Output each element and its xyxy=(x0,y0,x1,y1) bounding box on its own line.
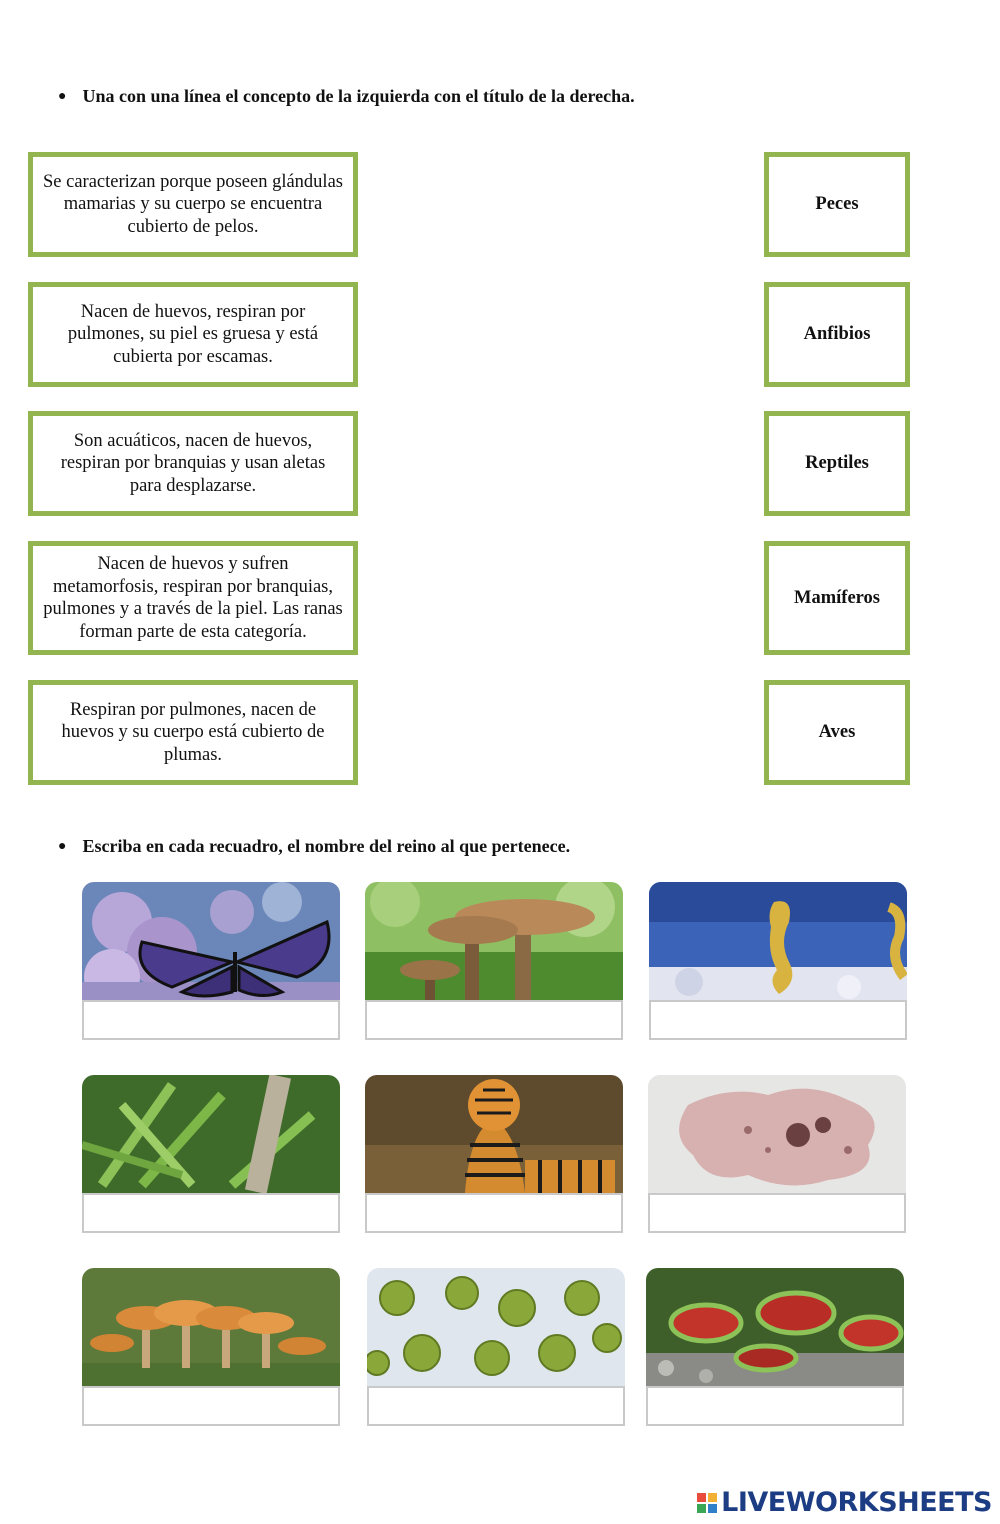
title-box-peces[interactable] xyxy=(764,152,910,257)
card-amoeba xyxy=(648,1075,906,1233)
title-text: Anfibios xyxy=(803,324,871,344)
answer-input-9[interactable] xyxy=(646,1386,904,1426)
card-seahorse xyxy=(649,882,907,1040)
concept-box-5 xyxy=(28,680,358,785)
logo-square-v xyxy=(697,1504,706,1513)
concept-text-4: Nacen de huevos y sufren metamorfosis, respiran por branquias, pulmones y a través de la piel. Las ranas forman parte de esta categoría. xyxy=(43,554,343,642)
logo-square-e xyxy=(708,1504,717,1513)
tiger-photo xyxy=(365,1075,623,1193)
answer-input-2[interactable] xyxy=(365,1000,623,1040)
bullet: ● xyxy=(58,88,67,104)
title-box-anfibios[interactable] xyxy=(764,282,910,387)
card-mushroom-cluster xyxy=(82,1268,340,1426)
answer-input-8[interactable] xyxy=(367,1386,625,1426)
title-box-reptiles[interactable] xyxy=(764,411,910,516)
answer-input-1[interactable] xyxy=(82,1000,340,1040)
card-mushroom xyxy=(365,882,623,1040)
title-text: Mamíferos xyxy=(794,587,880,608)
card-venus-flytrap xyxy=(646,1268,904,1426)
instruction-2-text: Escriba en cada recuadro, el nombre del reino al que pertenece. xyxy=(82,836,571,856)
card-tiger xyxy=(365,1075,623,1233)
concept-text-2: Nacen de huevos, respiran por pulmones, su piel es gruesa y está cubierta por escamas. xyxy=(67,301,319,367)
instruction-2 xyxy=(58,836,570,857)
title-box-mamiferos[interactable] xyxy=(764,541,910,655)
logo-icon xyxy=(697,1493,717,1513)
concept-box-3 xyxy=(28,411,358,516)
mushroom-cluster-photo xyxy=(82,1268,340,1386)
seahorse-photo xyxy=(649,882,907,1000)
title-text: Peces xyxy=(815,194,859,214)
mushroom-photo xyxy=(365,882,623,1000)
concept-text-1: Se caracterizan porque poseen glándulas mamarias y su cuerpo se encuentra cubierto de pelos. xyxy=(43,171,343,237)
green-algae-photo xyxy=(367,1268,625,1386)
instruction-1-text: Una con una línea el concepto de la izquierda con el título de la derecha. xyxy=(82,86,635,106)
card-fern xyxy=(82,1075,340,1233)
concept-box-1 xyxy=(28,152,358,257)
liveworksheets-logo xyxy=(697,1487,992,1518)
bullet: ● xyxy=(58,838,67,854)
concept-box-4 xyxy=(28,541,358,655)
concept-box-2 xyxy=(28,282,358,387)
venus-flytrap-photo xyxy=(646,1268,904,1386)
answer-input-5[interactable] xyxy=(365,1193,623,1233)
answer-input-7[interactable] xyxy=(82,1386,340,1426)
logo-square-l xyxy=(697,1493,706,1502)
answer-input-4[interactable] xyxy=(82,1193,340,1233)
logo-square-i xyxy=(708,1493,717,1502)
answer-input-3[interactable] xyxy=(649,1000,907,1040)
title-text: Aves xyxy=(818,722,856,742)
amoeba-photo xyxy=(648,1075,906,1193)
butterfly-photo xyxy=(82,882,340,1000)
answer-input-6[interactable] xyxy=(648,1193,906,1233)
title-text: Reptiles xyxy=(805,453,869,473)
card-butterfly xyxy=(82,882,340,1040)
card-green-algae xyxy=(367,1268,625,1426)
concept-text-3: Son acuáticos, nacen de huevos, respiran por branquias y usan aletas para desplazarse. xyxy=(60,430,326,496)
instruction-1 xyxy=(58,86,635,107)
concept-text-5: Respiran por pulmones, nacen de huevos y su cuerpo está cubierto de plumas. xyxy=(61,699,325,765)
brand-name: LIVEWORKSHEETS xyxy=(721,1487,992,1518)
title-box-aves[interactable] xyxy=(764,680,910,785)
fern-photo xyxy=(82,1075,340,1193)
